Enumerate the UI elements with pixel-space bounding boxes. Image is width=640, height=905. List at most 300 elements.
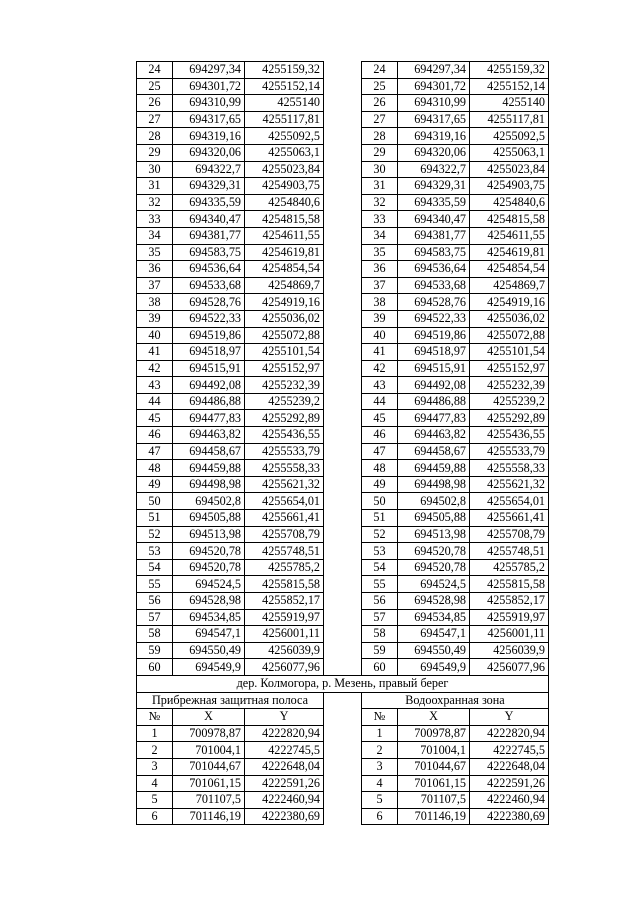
right-x-value: 694459,88 [398,460,470,477]
left-zone-title: Прибрежная защитная полоса [137,692,324,709]
column-gap [324,526,362,543]
left-point-number: 41 [137,344,173,361]
left-point-number: 46 [137,427,173,444]
right-y-value: 4255621,32 [470,476,549,493]
column-gap [324,593,362,610]
left-point-number: 25 [137,78,173,95]
table-row [137,128,549,145]
right-x-value: 694522,33 [398,310,470,327]
right-y-value: 4255533,79 [470,443,549,460]
left-y-value: 4255036,02 [245,310,324,327]
left-point-number: 40 [137,327,173,344]
right-point-number: 49 [362,476,398,493]
table-row [137,144,549,161]
right-y-value: 4255292,89 [470,410,549,427]
right-x-header: X [398,709,470,726]
column-gap [324,709,362,726]
column-gap [324,211,362,228]
table-row [137,111,549,128]
right-x-value: 694550,49 [398,642,470,659]
column-gap [324,758,362,775]
left-x-value: 694502,8 [173,493,245,510]
right-y-value: 4255815,58 [470,576,549,593]
right-y-value: 4256001,11 [470,626,549,643]
right-x-value: 694381,77 [398,227,470,244]
right-point-number: 37 [362,277,398,294]
right-y-value: 4222460,94 [470,792,549,809]
left-point-number: 31 [137,178,173,195]
right-point-number: 39 [362,310,398,327]
right-point-number: 2 [362,742,398,759]
right-y-value: 4255063,1 [470,144,549,161]
left-y-value: 4255152,97 [245,360,324,377]
table-row [137,559,549,576]
right-y-value: 4255558,33 [470,460,549,477]
table-row [137,161,549,178]
right-y-value: 4256039,9 [470,642,549,659]
lower-rows [137,725,549,825]
section-caption: дер. Колмогора, р. Мезень, правый берег [137,675,549,692]
left-y-value: 4255292,89 [245,410,324,427]
table-row [137,725,549,742]
left-point-number: 43 [137,377,173,394]
left-x-value: 694547,1 [173,626,245,643]
table-row [137,277,549,294]
right-x-value: 694477,83 [398,410,470,427]
left-point-number: 32 [137,194,173,211]
column-gap [324,443,362,460]
column-gap [324,460,362,477]
column-gap [324,393,362,410]
right-y-value: 4255101,54 [470,344,549,361]
left-x-value: 694520,78 [173,543,245,560]
right-x-value: 694513,98 [398,526,470,543]
table-row [137,642,549,659]
left-y-value: 4255558,33 [245,460,324,477]
left-y-value: 4222648,04 [245,758,324,775]
left-point-number: 57 [137,609,173,626]
table-row [137,377,549,394]
right-x-value: 694520,78 [398,559,470,576]
right-point-number: 57 [362,609,398,626]
right-point-number: 48 [362,460,398,477]
left-point-number: 29 [137,144,173,161]
right-x-value: 694524,5 [398,576,470,593]
right-point-number: 52 [362,526,398,543]
left-y-value: 4255101,54 [245,344,324,361]
column-gap [324,78,362,95]
left-point-number: 5 [137,792,173,809]
right-x-value: 694520,78 [398,543,470,560]
right-point-number: 6 [362,808,398,825]
upper-section [137,62,549,676]
right-y-value: 4255159,32 [470,62,549,79]
column-gap [324,410,362,427]
left-y-value: 4255023,84 [245,161,324,178]
table-row [137,95,549,112]
right-point-number: 3 [362,758,398,775]
right-x-value: 694322,7 [398,161,470,178]
right-x-value: 694463,82 [398,427,470,444]
table-row [137,659,549,676]
left-y-value: 4222591,26 [245,775,324,792]
right-x-value: 694486,88 [398,393,470,410]
right-zone-title: Водоохранная зона [362,692,549,709]
left-point-number: 37 [137,277,173,294]
column-gap [324,360,362,377]
table-row [137,526,549,543]
table-row [137,410,549,427]
table-row [137,476,549,493]
left-point-number: 56 [137,593,173,610]
left-point-number: 27 [137,111,173,128]
table-row [137,327,549,344]
right-y-value: 4255785,2 [470,559,549,576]
left-x-value: 701004,1 [173,742,245,759]
right-y-value: 4254919,16 [470,294,549,311]
left-y-value: 4256077,96 [245,659,324,676]
left-point-number: 6 [137,808,173,825]
right-point-number: 33 [362,211,398,228]
table-row [137,344,549,361]
left-x-value: 694522,33 [173,310,245,327]
left-x-value: 694340,47 [173,211,245,228]
left-y-value: 4255785,2 [245,559,324,576]
left-y-value: 4255654,01 [245,493,324,510]
left-point-number: 34 [137,227,173,244]
column-gap [324,576,362,593]
left-x-header: X [173,709,245,726]
left-x-value: 694550,49 [173,642,245,659]
right-x-value: 694319,16 [398,128,470,145]
right-point-number: 54 [362,559,398,576]
left-y-value: 4222460,94 [245,792,324,809]
column-gap [324,161,362,178]
left-y-value: 4255436,55 [245,427,324,444]
left-y-value: 4255117,81 [245,111,324,128]
right-x-value: 694310,99 [398,95,470,112]
left-num-header: № [137,709,173,726]
right-point-number: 45 [362,410,398,427]
right-y-value: 4255036,02 [470,310,549,327]
left-y-value: 4254903,75 [245,178,324,195]
left-point-number: 35 [137,244,173,261]
column-gap [324,493,362,510]
left-x-value: 694518,97 [173,344,245,361]
left-point-number: 52 [137,526,173,543]
left-x-value: 701107,5 [173,792,245,809]
column-gap [324,144,362,161]
right-y-value: 4255140 [470,95,549,112]
left-y-value: 4254854,54 [245,261,324,278]
left-y-value: 4255919,97 [245,609,324,626]
right-point-number: 42 [362,360,398,377]
left-x-value: 701061,15 [173,775,245,792]
left-point-number: 54 [137,559,173,576]
column-gap [324,427,362,444]
table-row [137,178,549,195]
right-x-value: 701044,67 [398,758,470,775]
right-x-value: 694533,68 [398,277,470,294]
left-y-value: 4255159,32 [245,62,324,79]
left-point-number: 24 [137,62,173,79]
left-x-value: 694310,99 [173,95,245,112]
right-y-value: 4254903,75 [470,178,549,195]
right-y-value: 4255072,88 [470,327,549,344]
right-y-value: 4255232,39 [470,377,549,394]
column-gap [324,62,362,79]
right-point-number: 56 [362,593,398,610]
column-gap [324,261,362,278]
right-point-number: 25 [362,78,398,95]
right-x-value: 694329,31 [398,178,470,195]
left-x-value: 694549,9 [173,659,245,676]
left-y-value: 4255072,88 [245,327,324,344]
right-y-value: 4222591,26 [470,775,549,792]
table-row [137,393,549,410]
right-y-value: 4256077,96 [470,659,549,676]
right-y-value: 4255852,17 [470,593,549,610]
table-row [137,576,549,593]
right-x-value: 694317,65 [398,111,470,128]
left-y-value: 4255708,79 [245,526,324,543]
left-point-number: 28 [137,128,173,145]
table-row [137,360,549,377]
right-point-number: 53 [362,543,398,560]
left-x-value: 694528,76 [173,294,245,311]
left-y-value: 4222820,94 [245,725,324,742]
left-point-number: 53 [137,543,173,560]
right-point-number: 47 [362,443,398,460]
left-x-value: 694528,98 [173,593,245,610]
left-point-number: 45 [137,410,173,427]
right-point-number: 24 [362,62,398,79]
column-gap [324,659,362,676]
right-point-number: 60 [362,659,398,676]
left-x-value: 700978,87 [173,725,245,742]
table-row [137,792,549,809]
left-x-value: 701044,67 [173,758,245,775]
left-point-number: 4 [137,775,173,792]
right-point-number: 50 [362,493,398,510]
coordinates-document [136,61,548,825]
column-gap [324,194,362,211]
column-header-row [137,709,549,726]
left-point-number: 48 [137,460,173,477]
right-point-number: 51 [362,510,398,527]
section-caption-row [137,675,549,692]
left-y-value: 4255852,17 [245,593,324,610]
column-gap [324,559,362,576]
table-row [137,244,549,261]
left-point-number: 55 [137,576,173,593]
left-x-value: 694381,77 [173,227,245,244]
left-x-value: 694335,59 [173,194,245,211]
left-x-value: 694520,78 [173,559,245,576]
column-gap [324,543,362,560]
column-gap [324,510,362,527]
left-x-value: 694524,5 [173,576,245,593]
left-y-value: 4255152,14 [245,78,324,95]
right-y-value: 4254840,6 [470,194,549,211]
table-row [137,427,549,444]
left-x-value: 694301,72 [173,78,245,95]
right-x-value: 694301,72 [398,78,470,95]
left-y-value: 4254840,6 [245,194,324,211]
left-x-value: 694513,98 [173,526,245,543]
left-y-value: 4255815,58 [245,576,324,593]
right-x-value: 701004,1 [398,742,470,759]
left-y-value: 4222745,5 [245,742,324,759]
column-gap [324,310,362,327]
right-y-value: 4255748,51 [470,543,549,560]
left-point-number: 3 [137,758,173,775]
right-x-value: 694498,98 [398,476,470,493]
right-x-value: 694502,8 [398,493,470,510]
column-gap [324,377,362,394]
right-point-number: 44 [362,393,398,410]
left-y-value: 4255533,79 [245,443,324,460]
left-point-number: 2 [137,742,173,759]
left-point-number: 50 [137,493,173,510]
right-point-number: 41 [362,344,398,361]
right-x-value: 694534,85 [398,609,470,626]
right-point-number: 40 [362,327,398,344]
lower-section [137,675,549,725]
left-point-number: 33 [137,211,173,228]
right-point-number: 46 [362,427,398,444]
table-row [137,78,549,95]
left-x-value: 694534,85 [173,609,245,626]
left-y-value: 4256039,9 [245,642,324,659]
right-point-number: 31 [362,178,398,195]
column-gap [324,111,362,128]
column-gap [324,277,362,294]
left-y-value: 4255063,1 [245,144,324,161]
right-y-value: 4255239,2 [470,393,549,410]
left-y-value: 4255748,51 [245,543,324,560]
left-x-value: 694536,64 [173,261,245,278]
right-y-value: 4255023,84 [470,161,549,178]
right-point-number: 30 [362,161,398,178]
left-y-value: 4254919,16 [245,294,324,311]
table-row [137,626,549,643]
column-gap [324,692,362,709]
right-x-value: 694492,08 [398,377,470,394]
right-x-value: 694536,64 [398,261,470,278]
right-x-value: 701107,5 [398,792,470,809]
left-x-value: 694486,88 [173,393,245,410]
column-gap [324,642,362,659]
left-y-header: Y [245,709,324,726]
left-point-number: 30 [137,161,173,178]
right-x-value: 694518,97 [398,344,470,361]
left-point-number: 26 [137,95,173,112]
left-x-value: 694319,16 [173,128,245,145]
right-num-header: № [362,709,398,726]
table-row [137,62,549,79]
right-x-value: 694519,86 [398,327,470,344]
table-row [137,460,549,477]
right-y-value: 4255092,5 [470,128,549,145]
right-point-number: 38 [362,294,398,311]
left-point-number: 1 [137,725,173,742]
right-x-value: 694458,67 [398,443,470,460]
right-point-number: 32 [362,194,398,211]
right-x-value: 694549,9 [398,659,470,676]
left-point-number: 44 [137,393,173,410]
right-y-value: 4255708,79 [470,526,549,543]
right-x-value: 694515,91 [398,360,470,377]
right-y-value: 4255152,14 [470,78,549,95]
left-x-value: 694519,86 [173,327,245,344]
right-x-value: 694505,88 [398,510,470,527]
right-y-value: 4255654,01 [470,493,549,510]
right-y-value: 4255117,81 [470,111,549,128]
left-y-value: 4254869,7 [245,277,324,294]
column-gap [324,244,362,261]
left-y-value: 4222380,69 [245,808,324,825]
right-point-number: 4 [362,775,398,792]
right-y-value: 4254869,7 [470,277,549,294]
right-y-value: 4222820,94 [470,725,549,742]
left-x-value: 694329,31 [173,178,245,195]
left-x-value: 694463,82 [173,427,245,444]
left-x-value: 694583,75 [173,244,245,261]
table-row [137,194,549,211]
right-y-value: 4255152,97 [470,360,549,377]
column-gap [324,792,362,809]
column-gap [324,227,362,244]
right-y-value: 4255661,41 [470,510,549,527]
right-y-value: 4254815,58 [470,211,549,228]
right-y-value: 4222380,69 [470,808,549,825]
right-point-number: 29 [362,144,398,161]
left-point-number: 39 [137,310,173,327]
table-row [137,758,549,775]
right-y-value: 4255919,97 [470,609,549,626]
table-row [137,227,549,244]
right-point-number: 28 [362,128,398,145]
column-gap [324,808,362,825]
table-row [137,742,549,759]
right-x-value: 701146,19 [398,808,470,825]
right-y-value: 4222648,04 [470,758,549,775]
column-gap [324,327,362,344]
left-y-value: 4256001,11 [245,626,324,643]
table-row [137,510,549,527]
left-point-number: 36 [137,261,173,278]
right-x-value: 701061,15 [398,775,470,792]
left-point-number: 49 [137,476,173,493]
left-y-value: 4254611,55 [245,227,324,244]
right-y-value: 4254854,54 [470,261,549,278]
right-y-value: 4222745,5 [470,742,549,759]
table-row [137,543,549,560]
left-y-value: 4255621,32 [245,476,324,493]
column-gap [324,344,362,361]
left-y-value: 4255232,39 [245,377,324,394]
left-point-number: 38 [137,294,173,311]
left-x-value: 701146,19 [173,808,245,825]
left-x-value: 694322,7 [173,161,245,178]
right-point-number: 35 [362,244,398,261]
left-x-value: 694492,08 [173,377,245,394]
right-y-value: 4255436,55 [470,427,549,444]
right-point-number: 34 [362,227,398,244]
column-gap [324,476,362,493]
left-x-value: 694515,91 [173,360,245,377]
